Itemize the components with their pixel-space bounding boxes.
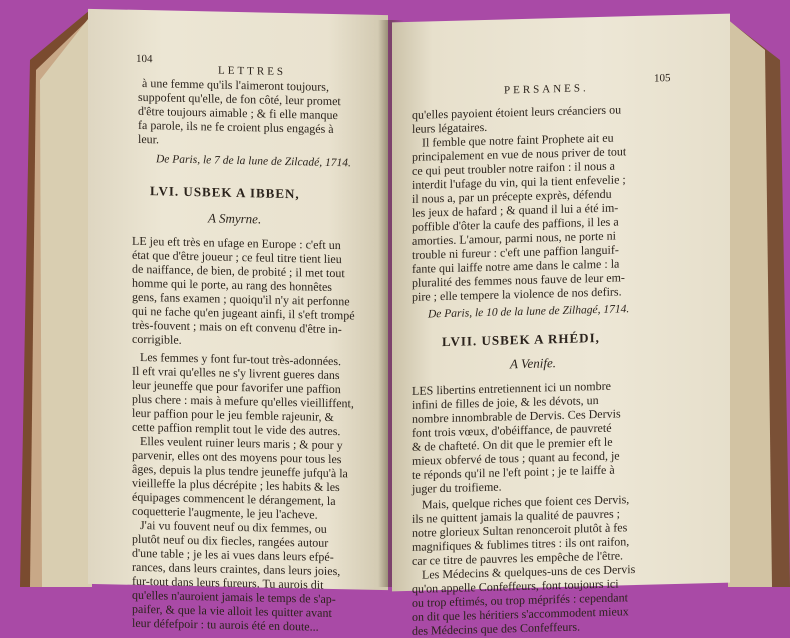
left-body-line: qui ne fache qu'en jugeant ainfi, il s'eft trompé [132, 303, 355, 323]
right-body-line: font trois vœux, d'obéiffance, de pauvreté [412, 420, 612, 440]
right-body-line: juger du troifieme. [412, 479, 502, 496]
left-body-line: fur-tout dans leurs fureurs. Tu aurois dit [132, 573, 324, 592]
right-intro-line: il nous a, par un précepte exprès, défendu [412, 186, 612, 206]
right-body-line: infini de filles de joie, & les dévots, un [412, 393, 599, 412]
left-body-line: plus chere : mais à mefure qu'elles vieilliffent, [132, 391, 354, 411]
left-body-line: Il eft vrai qu'elles ne s'y livrent gueres dans [132, 363, 340, 383]
left-body-line: coquetterie l'augmente, le jeu l'acheve. [132, 503, 318, 522]
right-intro-line: trouble ni fureur : c'eft une paffion languif- [412, 242, 619, 262]
right-intro-line: ce qui peut troubler notre raifon : il nous a [412, 158, 615, 178]
right-intro-line: interdit l'ufage du vin, qui la tient enfevelie ; [412, 172, 626, 192]
right-body-line: ou trop eftimés, ou trop méprifés : cependant [412, 590, 628, 610]
left-body-line: plutôt neuf ou dix fiecles, rangées autour [132, 531, 329, 550]
left-dateline: De Paris, le 7 de la lune de Zilcadé, 1714. [156, 153, 351, 170]
right-body-line: LES libertins entretiennent ici un nombre [412, 378, 611, 398]
left-body-line: qu'elles n'auroient jamais le temps de s'ap- [132, 587, 336, 607]
right-body-line: magnifiques & fublimes titres : ils ont raifon, [412, 534, 630, 554]
left-body-line: vieilleffe la plus décrépite ; les habits & les [132, 475, 340, 495]
left-body-line: LE jeu eft très en ufage en Europe : c'eft un [132, 233, 341, 253]
left-body-line: de naiffance, de bien, de probité ; il met tout [132, 261, 345, 281]
right-dateline: De Paris, le 10 de la lune de Zilhagé, 1714. [428, 303, 630, 321]
left-running-head: LETTRES [218, 64, 287, 79]
left-body-line: âges, depuis la plus tendre jeuneffe jufqu'à la [132, 461, 348, 481]
right-body-line: notre glorieux Sultan renonceroit plutôt à fes [412, 520, 628, 540]
left-intro-line: suppofent qu'elle, de fon côté, leur promet [138, 89, 341, 109]
left-body-line: corrigible. [132, 331, 182, 347]
right-intro-line: leurs légataires. [412, 119, 488, 136]
left-body-line: état que d'être joueur ; ce feul titre tient lieu [132, 247, 342, 267]
right-body-line: mieux obfervé de tous ; quant au fecond, je [412, 448, 620, 468]
left-body-line: leur jeuneffe que pour favorifer une paffion [132, 377, 341, 397]
right-intro-line: les jeux de hafard ; & quand il lui a été im- [412, 200, 619, 220]
left-page-number: 104 [136, 52, 153, 66]
right-letter-place: A Venife. [510, 355, 556, 372]
left-body-line: très-fouvent ; mais on eft convenu d'être in- [132, 317, 342, 337]
right-body-line: ils ne quittent jamais la qualité de pauvres ; [412, 506, 620, 526]
right-running-head: PERSANES. [504, 82, 589, 97]
right-page-number: 105 [654, 72, 671, 85]
right-body-line: des Médecins que des Confeffeurs. [412, 619, 581, 638]
left-intro-line: fa parole, ils ne fe croient plus engagés à [138, 117, 334, 137]
right-intro-line: pluralité des femmes nous fauve de leur em- [412, 270, 625, 290]
right-intro-line: pire ; elle tempere la violence de nos defirs. [412, 284, 622, 304]
left-body-line: parvenir, elles ont des moyens pour tous les [132, 447, 342, 467]
left-body-line: paifer, & que la vie alloit les quitter avant [132, 601, 332, 620]
left-body-line: leur défefpoir : tu aurois été en doute... [132, 615, 319, 634]
right-body-line: qu'on appelle Confeffeurs, font toujours ici [412, 576, 619, 596]
right-letter-title: LVII. USBEK A RHÉDI, [442, 329, 600, 350]
right-body-line: te réponds qu'il ne l'eft point ; je te laiffe à [412, 462, 615, 482]
left-body-line: cette paffion remplit tout le vide des autres. [132, 419, 341, 439]
left-intro-line: d'être toujours aimable ; & fi elle manque [138, 103, 338, 123]
right-body-line: Les Médecins & quelques-uns de ces Dervis [422, 562, 636, 582]
left-body-line: Elles veulent ruiner leurs maris ; & pour y [140, 433, 343, 453]
left-body-line: rances, dans leurs craintes, dans leurs joies, [132, 559, 341, 579]
left-body-line: d'une table ; je les ai vues dans leurs efpé- [132, 545, 334, 565]
left-letter-place: A Smyrne. [208, 210, 262, 227]
right-intro-line: amorties. L'amour, parmi nous, ne porte ni [412, 228, 616, 248]
left-letter-title: LVI. USBEK A IBBEN, [150, 183, 300, 202]
right-body-line: Mais, quelque riches que foient ces Dervis, [422, 492, 630, 512]
left-page [88, 9, 388, 634]
left-body-line: gens, fans examen ; quoiqu'il n'y ait perfonne [132, 289, 350, 309]
right-intro-line: Il femble que notre faint Prophete ait eu [422, 130, 614, 150]
left-body-line: leur paffion pour le jeu femble rajeunir, & [132, 405, 334, 425]
right-intro-line: qu'elles payoient étoient leurs créanciers ou [412, 102, 622, 122]
left-body-line: homme qui le porte, au rang des honnêtes [132, 275, 332, 294]
left-body-line: Les femmes y font fur-tout très-adonnées. [140, 349, 342, 369]
right-body-line: car ce titre de pauvres les empêche de l'être. [412, 548, 624, 568]
right-intro-line: principalement en vue de nous priver de tout [412, 144, 627, 164]
right-page [392, 14, 730, 638]
left-intro-line: leur. [138, 131, 159, 147]
left-body-line: équipages commencent le dérangement, la [132, 489, 336, 509]
right-intro-line: fante qui laiffe notre ame dans le calme : la [412, 256, 620, 276]
right-body-line: & de chafteté. On dit que le premier eft le [412, 434, 613, 454]
right-body-line: on dit que les héritiers s'accommodent mieux [412, 604, 629, 624]
left-intro-line: à une femme qu'ils l'aimeront toujours, [142, 75, 329, 94]
left-body-line: J'ai vu fouvent neuf ou dix femmes, ou [140, 517, 327, 536]
right-intro-line: poffible d'ôter la caufe des paffions, il les a [412, 214, 619, 234]
right-body-line: nombre innombrable de Dervis. Ces Dervis [412, 406, 621, 426]
